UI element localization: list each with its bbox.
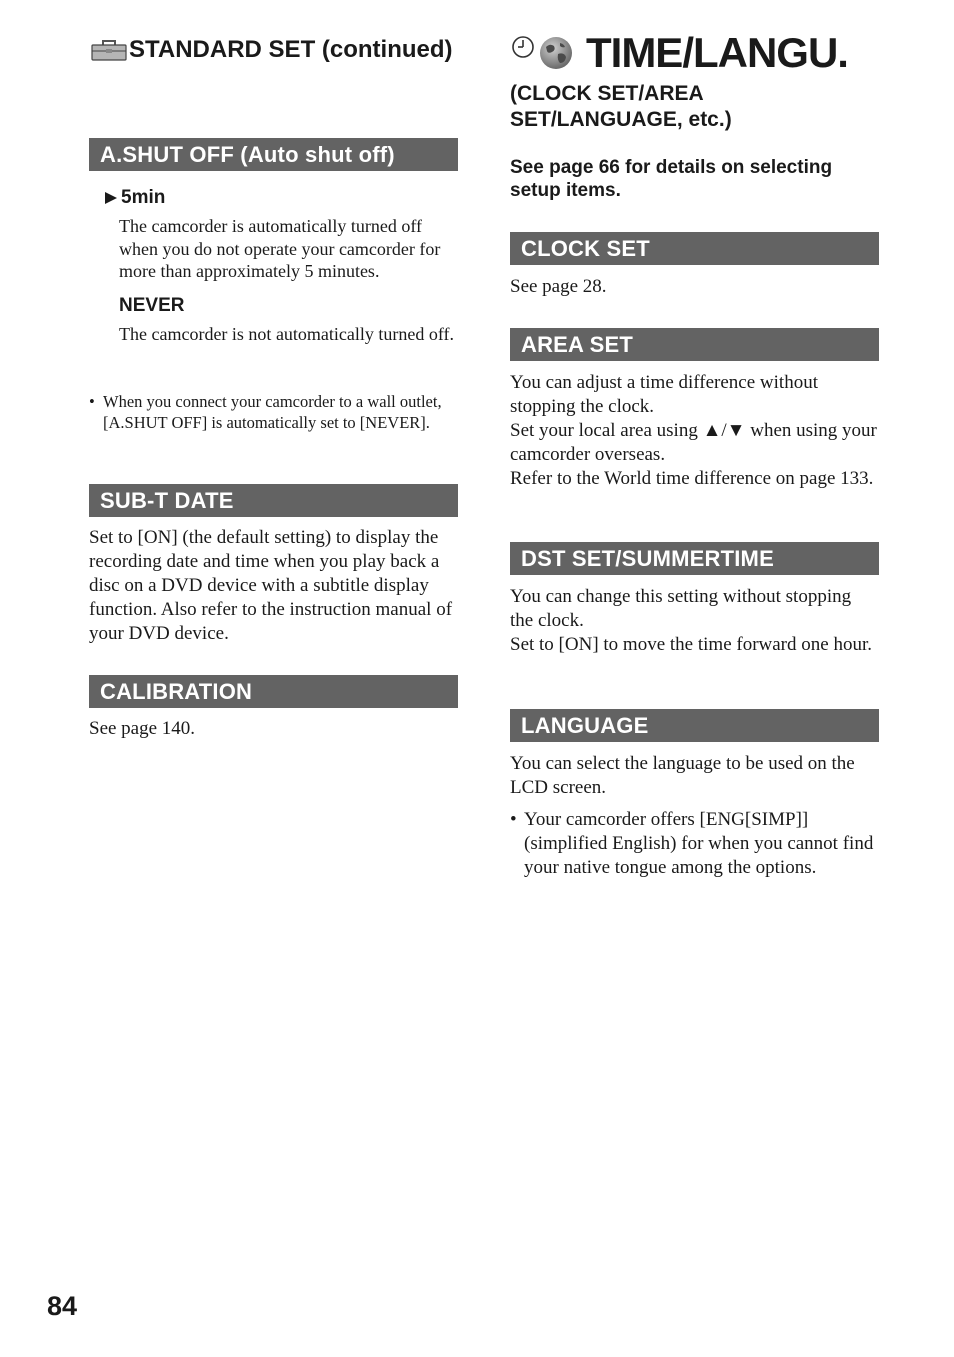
page-section-title: STANDARD SET (continued) [129, 36, 453, 63]
ashutoff-note-text: When you connect your camcorder to a wall outlet, [A.SHUT OFF] is automatically set to [NEVER]. [103, 392, 442, 432]
areaset-header: AREA SET [510, 328, 879, 361]
subt-text: Set to [ON] (the default setting) to display the recording date and time when you play back a disc on a DVD device with a subtitle display function. Also refer to the instruction manual of your DVD device. [89, 527, 453, 644]
triangle-right-icon [103, 190, 119, 206]
intro-text: See page 66 for details on selecting setup items. [510, 157, 833, 201]
language-bullet-text: Your camcorder offers [ENG[SIMP]] (simplified English) for when you cannot find your native tongue among the options. [524, 809, 874, 878]
areaset-line1: You can adjust a time difference without stopping the clock. [510, 372, 818, 417]
page-number: 84 [47, 1291, 78, 1321]
subt-header: SUB-T DATE [89, 484, 458, 517]
clockset-header: CLOCK SET [510, 232, 879, 265]
areaset-line2: Set your local area using ▲/▼ when using your camcorder overseas. [510, 420, 877, 465]
calibration-text: See page 140. [89, 718, 196, 739]
dst-header: DST SET/SUMMERTIME [510, 542, 879, 575]
calibration-header: CALIBRATION [89, 675, 458, 708]
clockset-text: See page 28. [510, 276, 607, 297]
language-bullet [510, 808, 879, 880]
option-5min-label [103, 187, 165, 209]
areaset-line3: Refer to the World time difference on page 133. [510, 468, 874, 489]
option-5min-desc: The camcorder is automatically turned off when you do not operate your camcorder for more than approximately 5 minutes. [119, 216, 441, 281]
option-never-label: NEVER [119, 295, 185, 316]
section-page-header [91, 36, 453, 64]
option-never-desc: The camcorder is not automatically turned off. [119, 324, 455, 344]
language-text: You can select the language to be used on the LCD screen. [510, 753, 855, 798]
title-row [510, 30, 848, 76]
clock-icon [510, 34, 536, 60]
globe-icon [538, 35, 574, 71]
dst-line2: Set to [ON] to move the time forward one hour. [510, 634, 872, 655]
toolbox-icon [91, 39, 127, 61]
areaset-body [510, 371, 879, 491]
language-header: LANGUAGE [510, 709, 879, 742]
dst-line1: You can change this setting without stopping the clock. [510, 586, 852, 631]
bullet-dot: • [89, 392, 95, 411]
dst-body [510, 585, 879, 657]
page-title: TIME/LANGU. [586, 29, 848, 76]
bullet-dot: • [510, 809, 517, 830]
page-subtitle: (CLOCK SET/AREA SET/LANGUAGE, etc.) [510, 82, 732, 131]
ashutoff-header: A.SHUT OFF (Auto shut off) [89, 138, 458, 171]
option-5min-text: 5min [121, 187, 166, 208]
ashutoff-note [89, 391, 458, 433]
